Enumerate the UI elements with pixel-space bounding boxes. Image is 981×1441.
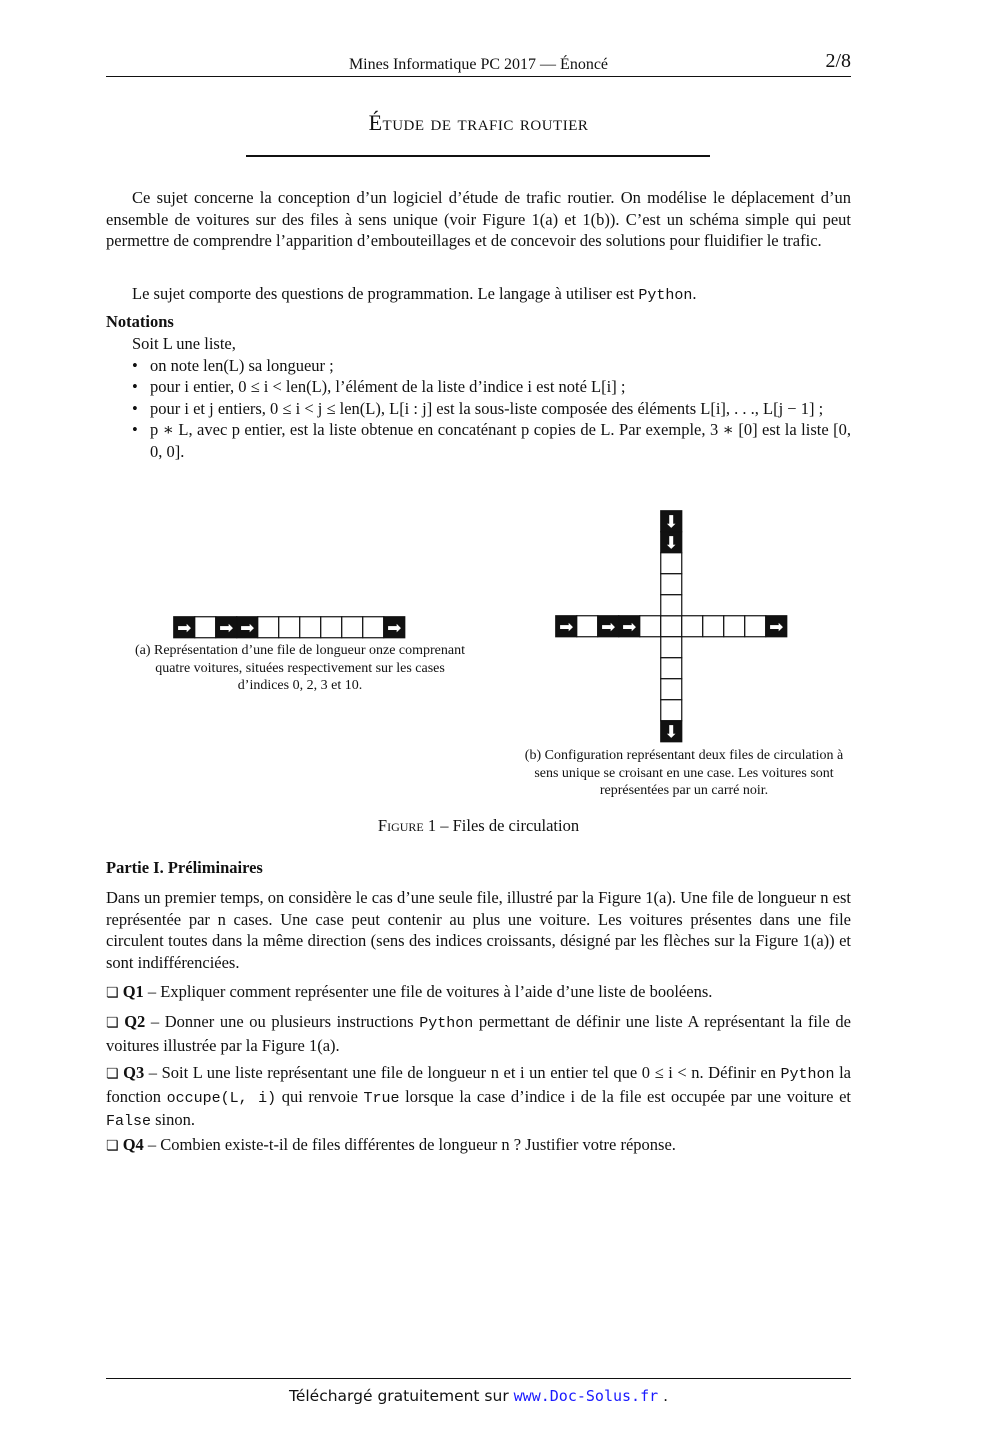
- question-2: [106, 1011, 851, 1056]
- empty-cell: [661, 574, 682, 595]
- arrow-right-icon: ➡: [769, 617, 784, 638]
- question-1: [106, 981, 851, 1005]
- question-4: [106, 1134, 851, 1158]
- empty-cell: [724, 616, 745, 637]
- footer: [106, 1386, 851, 1408]
- arrow-down-icon: ⬇: [664, 533, 679, 554]
- question-3: [106, 1062, 851, 1133]
- checkbox-icon: ❏: [106, 1138, 119, 1154]
- empty-cell: [279, 617, 300, 638]
- section-heading: Partie I. Préliminaires: [106, 858, 263, 877]
- question-text: – Expliquer comment représenter une file de voitures à l’aide d’une liste de booléens.: [143, 982, 713, 1001]
- empty-cell: [195, 617, 216, 638]
- empty-cell: [321, 617, 342, 638]
- figure-b-horizontal-cells: [556, 616, 787, 638]
- empty-cell: [745, 616, 766, 637]
- figure-a-file: [173, 616, 409, 640]
- section-intro: Dans un premier temps, on considère le cas d’une seule file, illustré par la Figure 1(a). Une file de longueur n est représentée par n cases. Une case peut contenir au plus une voiture. Les voitures présentes dans une file circulent toutes dans la même direction (sens des indices croissants, désigné par les flèches sur la Figure 1(a)) et sont indifférenciées.: [106, 888, 852, 972]
- arrow-down-icon: ⬇: [664, 722, 679, 743]
- empty-cell: [661, 700, 682, 721]
- notations-list: [132, 355, 851, 463]
- question-text: la fonction: [106, 1063, 852, 1106]
- code-snippet: Python: [419, 1015, 474, 1032]
- code-snippet: True: [363, 1089, 400, 1107]
- running-header: Mines Informatique PC 2017 — Énoncé: [348, 56, 609, 73]
- question-label: Q3: [123, 1063, 145, 1082]
- notations-block: [132, 333, 851, 462]
- question-text: permettant de définir une liste A représentant la file de voitures illustrée par la Figure 1(a).: [106, 1012, 851, 1055]
- question-text: sinon.: [151, 1110, 196, 1129]
- empty-cell: [661, 616, 682, 637]
- empty-cell: [363, 617, 384, 638]
- arrow-right-icon: ➡: [240, 618, 255, 639]
- question-text: qui renvoie: [276, 1086, 364, 1106]
- page-number: 2/8: [825, 50, 851, 72]
- notation-item: • on note len(L) sa longueur ;: [132, 355, 851, 377]
- empty-cell: [661, 637, 682, 658]
- notations-heading: Notations: [106, 312, 174, 331]
- question-text: – Combien existe-t-il de files différentes de longueur n ? Justifier votre réponse.: [143, 1135, 676, 1154]
- notation-item: • pour i entier, 0 ≤ i < len(L), l’élément de la liste d’indice i est noté L[i] ;: [132, 376, 851, 398]
- footer-text: Téléchargé gratuitement sur: [288, 1387, 514, 1405]
- empty-cell: [682, 616, 703, 637]
- footer-end: .: [658, 1387, 668, 1405]
- question-text: lorsque la case d’indice i de la file est occupée par une voiture et: [399, 1086, 851, 1106]
- empty-cell: [300, 617, 321, 638]
- empty-cell: [661, 658, 682, 679]
- empty-cell: [661, 553, 682, 574]
- empty-cell: [640, 616, 661, 637]
- header-rule: [106, 76, 851, 77]
- notations-lead: Soit L une liste,: [132, 334, 236, 353]
- checkbox-icon: ❏: [106, 1015, 119, 1031]
- document-title: [106, 112, 851, 134]
- question-label: Q1: [122, 982, 144, 1001]
- code-snippet: Python: [780, 1066, 835, 1083]
- title-text: Étude de trafic routier: [368, 110, 589, 135]
- arrow-right-icon: ➡: [559, 617, 574, 638]
- checkbox-icon: ❏: [106, 985, 119, 1001]
- notation-item: • p ∗ L, avec p entier, est la liste obtenue en concaténant p copies de L. Par exemple, 3 ∗ [0] est la liste [0, 0, 0].: [132, 419, 851, 462]
- figure-caption: [106, 815, 851, 837]
- empty-cell: [577, 616, 598, 637]
- footer-link[interactable]: www.Doc-Solus.fr: [513, 1387, 659, 1405]
- intro-paragraph-1: Ce sujet concerne la conception d’un logiciel d’étude de trafic routier. On modélise le déplacement d’un ensemble de voitures sur des files à sens unique (voir Figure 1(a) et 1(b)). C’est un schéma simple qui peut permettre de comprendre l’apparition d’embouteillages et de concevoir des solutions pour fluidifier le trafic.: [106, 188, 851, 250]
- title-rule: [246, 155, 710, 157]
- empty-cell: [661, 679, 682, 700]
- notation-item: • pour i et j entiers, 0 ≤ i < j ≤ len(L), L[i : j] est la sous-liste composée des éléments L[i], . . ., L[j − 1] ;: [132, 398, 851, 420]
- intro-p2-code: Python: [638, 287, 693, 304]
- figure-b-caption: (b) Configuration représentant deux files de circulation à sens unique se croisant en une case. Les voitures sont représentées par un carré noir.: [524, 748, 844, 798]
- intro-p2-end: .: [692, 284, 697, 303]
- figure-a-cells: [174, 617, 405, 639]
- figure-label: Figure 1: [377, 816, 437, 835]
- arrow-right-icon: ➡: [219, 618, 234, 639]
- intro-paragraph-2: [106, 283, 851, 307]
- empty-cell: [661, 595, 682, 616]
- empty-cell: [703, 616, 724, 637]
- question-text: – Donner une ou plusieurs instructions: [145, 1012, 420, 1031]
- figure-a-caption: (a) Représentation d’une file de longueur onze comprenant quatre voitures, situées respectivement sur les cases d’indices 0, 2, 3 et 10.: [134, 643, 466, 693]
- intro-p2-text: Le sujet comporte des questions de programmation. Le langage à utiliser est: [132, 284, 639, 303]
- question-text: – Soit L une liste représentant une file de longueur n et i un entier tel que 0 ≤ i < n. Définir en: [144, 1063, 781, 1082]
- figure-caption-text: – Files de circulation: [436, 816, 580, 835]
- arrow-down-icon: ⬇: [664, 512, 679, 533]
- code-snippet: occupe(L, i): [166, 1089, 277, 1107]
- arrow-right-icon: ➡: [601, 617, 616, 638]
- figure-b-crossing: [555, 510, 791, 746]
- question-label: Q2: [124, 1012, 146, 1031]
- empty-cell: [342, 617, 363, 638]
- arrow-right-icon: ➡: [177, 618, 192, 639]
- checkbox-icon: ❏: [106, 1066, 119, 1082]
- question-label: Q4: [122, 1135, 144, 1154]
- footer-rule: [106, 1378, 851, 1379]
- arrow-right-icon: ➡: [622, 617, 637, 638]
- empty-cell: [258, 617, 279, 638]
- arrow-right-icon: ➡: [387, 618, 402, 639]
- code-snippet: False: [106, 1113, 152, 1130]
